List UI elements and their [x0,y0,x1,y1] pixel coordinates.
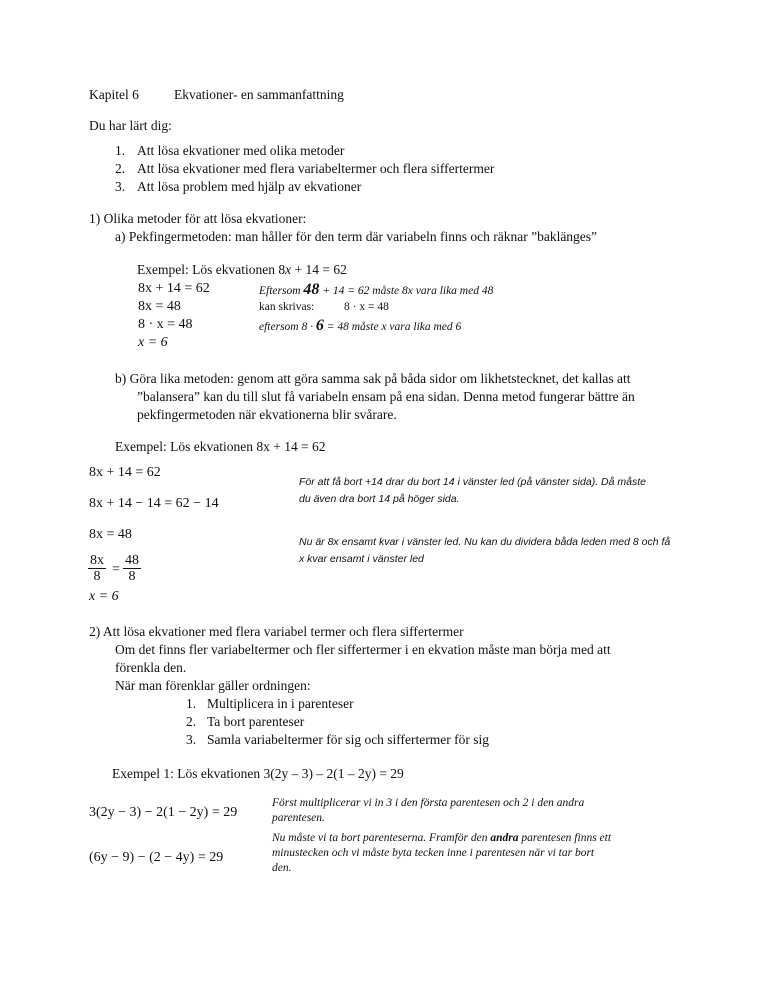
step-note: Först multiplicerar vi in 3 i den första parentesen och 2 i den andra [272,797,585,809]
fraction-equals: = [112,562,120,577]
list-item: Att lösa ekvationer med olika metoder [137,143,345,158]
list-item: Ta bort parenteser [207,714,305,729]
step-note: den. [272,862,292,874]
equation-line: 8x + 14 = 62 [138,281,210,296]
intro-text: Du har lärt dig: [89,118,172,133]
list-item: Att lösa problem med hjälp av ekvationer [137,179,362,194]
list-number: 3. [186,732,197,747]
side-note: x kvar ensamt i vänster led [299,553,424,565]
side-note: För att få bort +14 drar du bort 14 i vänster led (på vänster sida). Då måste [299,476,646,488]
example-label: Exempel: Lös ekvationen 8x + 14 = 62 [137,262,347,277]
fraction-right: $\frac{48}{8}$ [125,553,139,584]
list-number: 2. [115,161,126,176]
chapter-label: Kapitel 6 [89,87,139,102]
method-b-text: b) Göra lika metoden: genom att göra samma sak på båda sidor om likhetstecknet, det kallas att [115,371,631,386]
paragraph-text: förenkla den. [115,660,187,675]
method-b-text: pekfingermetoden när ekvationerna blir svårare. [137,407,397,422]
equation-line: 8x + 14 − 14 = 62 − 14 [89,496,219,511]
section-heading: 2) Att lösa ekvationer med flera variabel termer och flera siffertermer [89,624,464,639]
example-label: Exempel: Lös ekvationen 8x + 14 = 62 [115,439,326,454]
equation-line: x = 6 [138,335,168,350]
step-note: Nu måste vi ta bort parenteserna. Framför den andra parentesen finns ett [272,832,612,844]
fraction-left: $\frac{8x}{8}$ [90,553,104,584]
section-heading: 1) Olika metoder för att lösa ekvationer: [89,211,307,226]
pointer-note: Eftersom 48 + 14 = 62 måste 8x vara lika med 48 [259,281,494,298]
equation-line: 8x = 48 [89,527,132,542]
equation-line: (6y − 9) − (2 − 4y) = 29 [89,850,224,865]
equation-line: 8x = 48 [138,299,181,314]
list-number: 1. [115,143,126,158]
side-note: du även dra bort 14 på höger sida. [299,493,460,505]
list-item: Att lösa ekvationer med flera variabeltermer och flera siffertermer [137,161,495,176]
example-label: Exempel 1: Lös ekvationen 3(2y – 3) – 2(1 – 2y) = 29 [112,766,404,781]
page-title: Ekvationer- en sammanfattning [174,87,344,102]
equation-line: 8x + 14 = 62 [89,465,161,480]
paragraph-text: När man förenklar gäller ordningen: [115,678,311,693]
equation-line: x = 6 [89,589,119,604]
paragraph-text: Om det finns fler variabeltermer och fler siffertermer i en ekvation måste man börja med att [115,642,611,657]
method-a-text: a) Pekfingermetoden: man håller för den term där variabeln finns och räknar ”baklänges” [115,229,598,244]
list-item: Multiplicera in i parenteser [207,696,354,711]
list-number: 3. [115,179,126,194]
list-number: 1. [186,696,197,711]
pointer-note: kan skrivas: [259,301,315,313]
equation-line: 3(2y − 3) − 2(1 − 2y) = 29 [89,805,238,820]
list-number: 2. [186,714,197,729]
pointer-note: 8 · x = 48 [344,301,389,313]
step-note: minustecken och vi måste byta tecken inne i parentesen när vi tar bort [272,847,595,859]
side-note: Nu är 8x ensamt kvar i vänster led. Nu kan du dividera båda leden med 8 och få [299,536,671,548]
pointer-note: eftersom 8 · 6 = 48 måste x vara lika med 6 [259,317,462,334]
equation-line: 8 · x = 48 [138,317,193,332]
list-item: Samla variabeltermer för sig och siffertermer för sig [207,732,490,747]
method-b-text: ”balansera” kan du till slut få variabeln ensam på ena sidan. Denna metod fungerar bättre än [137,389,635,404]
step-note: parentesen. [272,812,325,824]
